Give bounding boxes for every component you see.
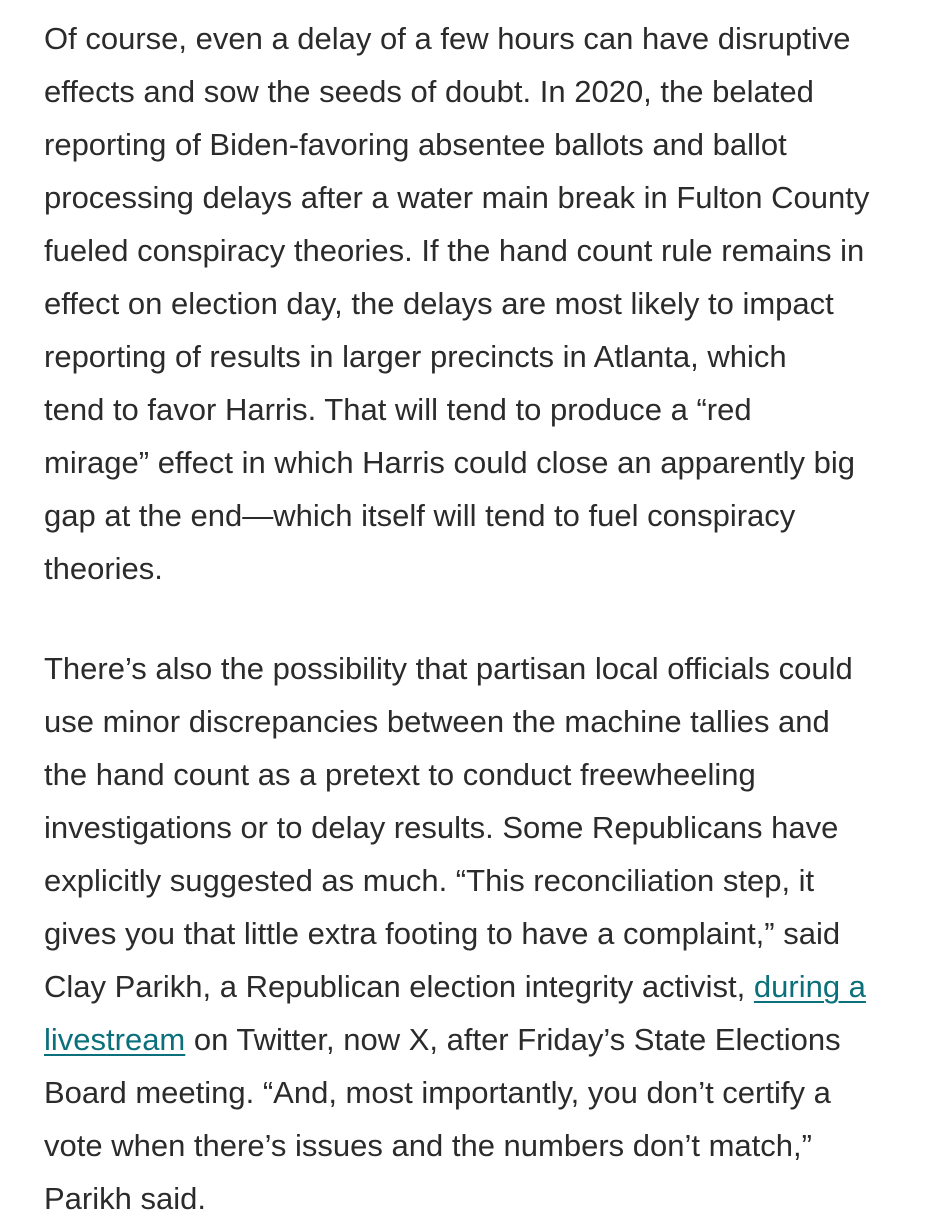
article-body xyxy=(44,12,914,1225)
text-line: tend to favor Harris. That will tend to produce a “red xyxy=(44,392,752,427)
text-line: theories. xyxy=(44,551,163,586)
link-suffix-text: on Twitter, now X, after Friday’s State Elections xyxy=(185,1022,841,1057)
text-line: Board meeting. “And, most importantly, you don’t certify a xyxy=(44,1075,831,1110)
text-line: effect on election day, the delays are most likely to impact xyxy=(44,286,834,321)
link-prefix-text: Clay Parikh, a Republican election integrity activist, xyxy=(44,969,754,1004)
during-a-livestream-link[interactable]: during a xyxy=(753,969,866,1004)
text-line: investigations or to delay results. Some Republicans have xyxy=(44,810,839,845)
text-line: gives you that little extra footing to have a complaint,” said xyxy=(44,916,841,951)
text-line: There’s also the possibility that partisan local officials could xyxy=(44,651,853,686)
paragraph-2 xyxy=(44,642,914,1225)
text-line: processing delays after a water main break in Fulton County xyxy=(44,180,870,215)
text-line: mirage” effect in which Harris could close an apparently big xyxy=(44,445,855,480)
text-line: Of course, even a delay of a few hours can have disruptive xyxy=(44,21,851,56)
paragraph-1 xyxy=(44,12,914,595)
text-line: use minor discrepancies between the machine tallies and xyxy=(44,704,830,739)
text-line: Parikh said. xyxy=(44,1181,206,1216)
text-line: effects and sow the seeds of doubt. In 2020, the belated xyxy=(44,74,814,109)
text-line: fueled conspiracy theories. If the hand count rule remains in xyxy=(44,233,865,268)
text-line: the hand count as a pretext to conduct freewheeling xyxy=(44,757,756,792)
text-line-with-link xyxy=(44,960,914,1013)
text-line-with-link xyxy=(44,1013,914,1066)
text-line: explicitly suggested as much. “This reconciliation step, it xyxy=(44,863,815,898)
during-a-livestream-link-continued[interactable]: livestream xyxy=(44,1022,186,1057)
text-line: vote when there’s issues and the numbers don’t match,” xyxy=(44,1128,812,1163)
text-line: reporting of results in larger precincts in Atlanta, which xyxy=(44,339,787,374)
text-line: reporting of Biden-favoring absentee ballots and ballot xyxy=(44,127,787,162)
text-line: gap at the end—which itself will tend to fuel conspiracy xyxy=(44,498,796,533)
